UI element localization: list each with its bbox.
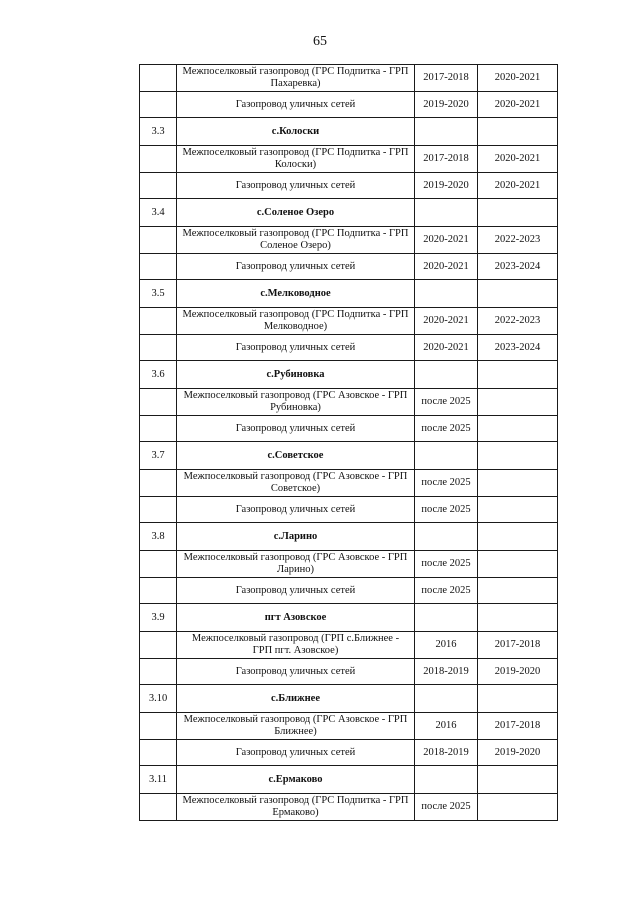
row-number-cell: 3.5 [140,280,177,308]
locality-name-cell: пгт Азовское [177,604,415,632]
start-period-cell [415,361,478,389]
object-name-cell: Газопровод уличных сетей [177,416,415,442]
table-row [140,659,558,685]
object-name-cell: Межпоселковый газопровод (ГРС Подпитка - ГРП Соленое Озеро) [177,227,415,254]
locality-name-cell: с.Колоски [177,118,415,146]
start-period-cell [415,118,478,146]
locality-row [140,442,558,470]
row-number-cell: 3.7 [140,442,177,470]
row-number-cell [140,632,177,659]
locality-row [140,523,558,551]
start-period-cell: 2020-2021 [415,335,478,361]
row-number-cell: 3.11 [140,766,177,794]
row-number-cell: 3.8 [140,523,177,551]
row-number-cell [140,227,177,254]
end-period-cell [478,470,558,497]
object-name-cell: Газопровод уличных сетей [177,659,415,685]
start-period-cell: после 2025 [415,497,478,523]
locality-row [140,604,558,632]
row-number-cell [140,470,177,497]
start-period-cell: 2017-2018 [415,146,478,173]
table-row [140,578,558,604]
row-number-cell: 3.6 [140,361,177,389]
table-row [140,497,558,523]
start-period-cell: 2018-2019 [415,659,478,685]
row-number-cell [140,551,177,578]
row-number-cell [140,497,177,523]
table-row [140,713,558,740]
end-period-cell [478,280,558,308]
end-period-cell: 2023-2024 [478,254,558,280]
table-row [140,794,558,821]
start-period-cell [415,199,478,227]
end-period-cell [478,416,558,442]
end-period-cell [478,523,558,551]
start-period-cell: 2020-2021 [415,254,478,280]
end-period-cell [478,551,558,578]
table-row [140,470,558,497]
object-name-cell: Межпоселковый газопровод (ГРС Подпитка - ГРП Колоски) [177,146,415,173]
row-number-cell: 3.3 [140,118,177,146]
end-period-cell [478,442,558,470]
start-period-cell: 2016 [415,713,478,740]
start-period-cell: после 2025 [415,551,478,578]
object-name-cell: Газопровод уличных сетей [177,578,415,604]
end-period-cell [478,685,558,713]
start-period-cell [415,523,478,551]
row-number-cell: 3.9 [140,604,177,632]
start-period-cell: 2019-2020 [415,92,478,118]
locality-row [140,685,558,713]
end-period-cell [478,766,558,794]
table-row [140,254,558,280]
object-name-cell: Межпоселковый газопровод (ГРС Подпитка - ГРП Ермаково) [177,794,415,821]
object-name-cell: Газопровод уличных сетей [177,497,415,523]
table-row [140,740,558,766]
object-name-cell: Межпоселковый газопровод (ГРС Азовское - ГРП Советское) [177,470,415,497]
locality-name-cell: с.Соленое Озеро [177,199,415,227]
table-row [140,416,558,442]
object-name-cell: Межпоселковый газопровод (ГРС Подпитка - ГРП Мелководное) [177,308,415,335]
object-name-cell: Межпоселковый газопровод (ГРС Азовское - ГРП Ближнее) [177,713,415,740]
row-number-cell [140,578,177,604]
object-name-cell: Межпоселковый газопровод (ГРС Подпитка - ГРП Пахаревка) [177,65,415,92]
table-row [140,65,558,92]
row-number-cell: 3.10 [140,685,177,713]
end-period-cell [478,118,558,146]
object-name-cell: Газопровод уличных сетей [177,335,415,361]
locality-name-cell: с.Ермаково [177,766,415,794]
start-period-cell [415,766,478,794]
start-period-cell [415,604,478,632]
locality-name-cell: с.Мелководное [177,280,415,308]
start-period-cell [415,442,478,470]
locality-row [140,118,558,146]
object-name-cell: Газопровод уличных сетей [177,254,415,280]
end-period-cell: 2023-2024 [478,335,558,361]
row-number-cell [140,254,177,280]
row-number-cell [140,146,177,173]
end-period-cell [478,794,558,821]
object-name-cell: Газопровод уличных сетей [177,740,415,766]
start-period-cell: 2018-2019 [415,740,478,766]
row-number-cell [140,335,177,361]
locality-name-cell: с.Советское [177,442,415,470]
end-period-cell [478,497,558,523]
row-number-cell [140,92,177,118]
start-period-cell: 2019-2020 [415,173,478,199]
object-name-cell: Газопровод уличных сетей [177,173,415,199]
row-number-cell [140,794,177,821]
object-name-cell: Межпоселковый газопровод (ГРС Азовское - ГРП Рубиновка) [177,389,415,416]
gas-pipeline-table [139,64,558,821]
start-period-cell: 2017-2018 [415,65,478,92]
start-period-cell: после 2025 [415,389,478,416]
end-period-cell: 2020-2021 [478,146,558,173]
row-number-cell [140,389,177,416]
table-row [140,173,558,199]
end-period-cell: 2017-2018 [478,632,558,659]
end-period-cell: 2019-2020 [478,740,558,766]
start-period-cell: после 2025 [415,470,478,497]
row-number-cell [140,416,177,442]
row-number-cell [140,713,177,740]
row-number-cell: 3.4 [140,199,177,227]
table-row [140,389,558,416]
table-row [140,92,558,118]
table-row [140,632,558,659]
locality-name-cell: с.Рубиновка [177,361,415,389]
row-number-cell [140,740,177,766]
end-period-cell: 2022-2023 [478,308,558,335]
start-period-cell: 2020-2021 [415,227,478,254]
end-period-cell [478,389,558,416]
page-number: 65 [313,34,327,49]
end-period-cell [478,361,558,389]
locality-row [140,199,558,227]
table-row [140,551,558,578]
row-number-cell [140,65,177,92]
locality-row [140,766,558,794]
locality-row [140,361,558,389]
row-number-cell [140,659,177,685]
table-row [140,335,558,361]
start-period-cell: после 2025 [415,416,478,442]
end-period-cell [478,199,558,227]
start-period-cell [415,280,478,308]
end-period-cell: 2019-2020 [478,659,558,685]
end-period-cell [478,578,558,604]
row-number-cell [140,173,177,199]
table-row [140,227,558,254]
start-period-cell: после 2025 [415,794,478,821]
object-name-cell: Межпоселковый газопровод (ГРП с.Ближнее - ГРП пгт. Азовское) [177,632,415,659]
start-period-cell [415,685,478,713]
locality-name-cell: с.Ларино [177,523,415,551]
end-period-cell: 2020-2021 [478,173,558,199]
end-period-cell: 2020-2021 [478,65,558,92]
object-name-cell: Газопровод уличных сетей [177,92,415,118]
object-name-cell: Межпоселковый газопровод (ГРС Азовское - ГРП Ларино) [177,551,415,578]
start-period-cell: после 2025 [415,578,478,604]
end-period-cell: 2017-2018 [478,713,558,740]
end-period-cell: 2020-2021 [478,92,558,118]
table-row [140,146,558,173]
table-body [140,65,558,821]
locality-row [140,280,558,308]
end-period-cell [478,604,558,632]
table-row [140,308,558,335]
row-number-cell [140,308,177,335]
start-period-cell: 2020-2021 [415,308,478,335]
locality-name-cell: с.Ближнее [177,685,415,713]
end-period-cell: 2022-2023 [478,227,558,254]
start-period-cell: 2016 [415,632,478,659]
